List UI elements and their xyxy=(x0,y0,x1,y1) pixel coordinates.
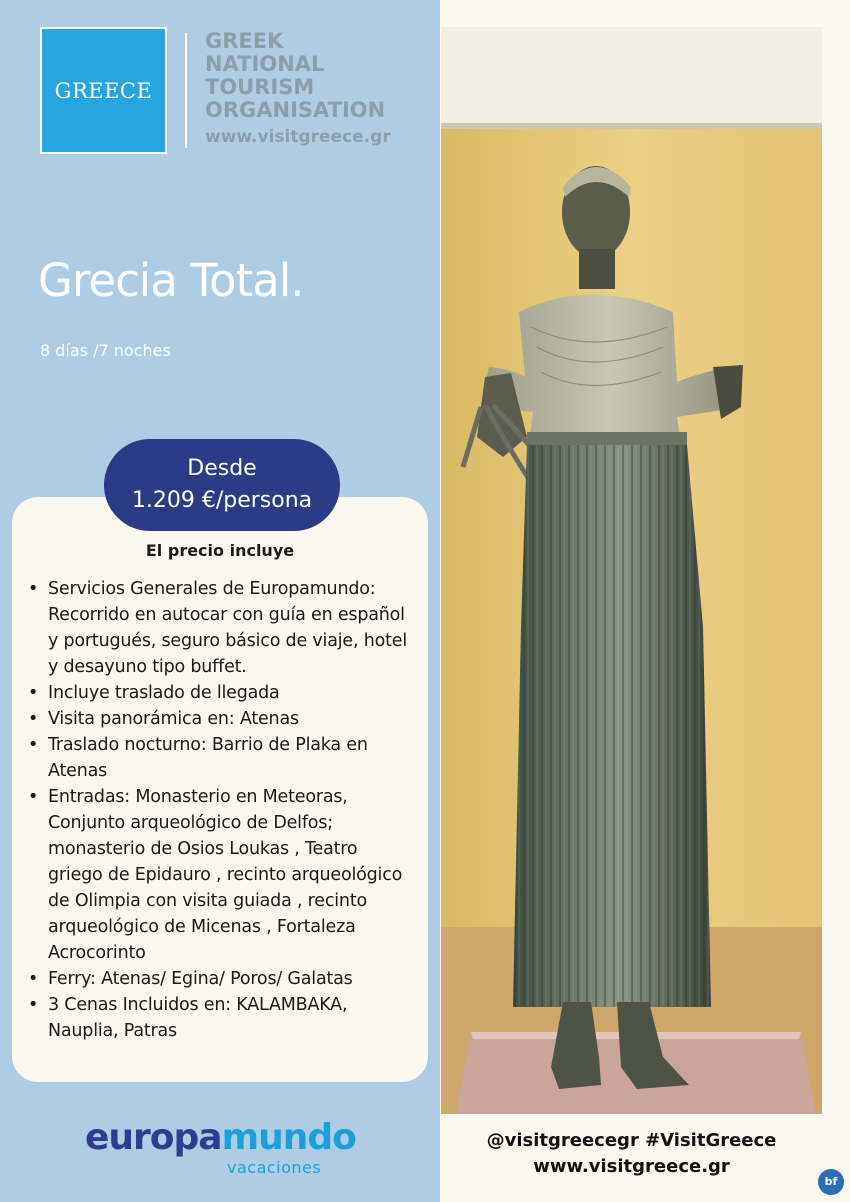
europamundo-logo xyxy=(85,1117,355,1187)
includes-title: El precio incluye xyxy=(145,541,295,560)
europamundo-part1: europa xyxy=(85,1117,222,1158)
tour-title: Grecia Total. xyxy=(38,254,304,307)
footer-social[interactable]: @visitgreecegr #VisitGreece xyxy=(486,1130,777,1151)
list-item: • Traslado nocturno: Barrio de Plaka en Atenas xyxy=(48,732,413,784)
gnto-line: ORGANISATION xyxy=(205,98,386,122)
list-item: • Servicios Generales de Europamundo: Recorrido en autocar con guía en español y portugués, seguro básico de viaje, hotel y desayuno tipo buffet. xyxy=(48,576,413,680)
list-item: • Visita panorámica en: Atenas xyxy=(48,706,413,732)
charioteer-statue-illustration xyxy=(441,27,822,1114)
ceiling xyxy=(441,27,822,127)
list-item: • Incluye traslado de llegada xyxy=(48,680,413,706)
gnto-line: GREEK xyxy=(205,29,284,53)
includes-card xyxy=(12,497,428,1082)
price-badge xyxy=(104,439,340,531)
tour-duration: 8 días /7 noches xyxy=(40,341,171,360)
bf-badge-icon: bf xyxy=(818,1169,844,1195)
europamundo-part2: mundo xyxy=(221,1117,356,1158)
gnto-wordmark xyxy=(205,30,391,149)
includes-list xyxy=(48,576,413,1044)
list-item: • 3 Cenas Incluidos en: KALAMBAKA, Nauplia, Patras xyxy=(48,992,413,1044)
list-item: • Entradas: Monasterio en Meteoras, Conjunto arqueológico de Delfos; monasterio de Osios Loukas , Teatro griego de Epidauro , recinto arqueológico de Olimpia con visita guiada , recinto arqueológico de Micenas , Fortaleza Acrocorinto xyxy=(48,784,413,966)
greece-logo-text: GREECE xyxy=(54,78,153,103)
list-item: • Ferry: Atenas/ Egina/ Poros/ Galatas xyxy=(48,966,413,992)
logo-divider xyxy=(185,33,187,148)
gnto-line: TOURISM xyxy=(205,75,315,99)
footer xyxy=(441,1128,822,1180)
footer-website[interactable]: www.visitgreece.gr xyxy=(533,1156,730,1177)
price-value: 1.209 €/persona xyxy=(131,488,313,513)
greece-logo xyxy=(40,27,167,154)
charioteer-photo xyxy=(441,27,822,1114)
gnto-line: NATIONAL xyxy=(205,52,325,76)
europamundo-subtitle: vacaciones xyxy=(227,1158,322,1177)
gnto-website[interactable]: www.visitgreece.gr xyxy=(205,127,391,147)
price-label: Desde xyxy=(187,456,257,481)
europamundo-wordmark xyxy=(85,1117,356,1158)
